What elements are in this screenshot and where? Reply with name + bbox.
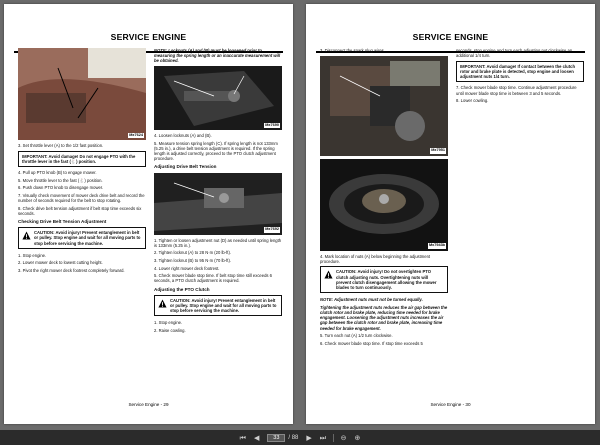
step-text: 1. Stop engine.: [18, 252, 47, 258]
page-header: SERVICE ENGINE: [14, 31, 283, 53]
photo-id: Mx7951: [431, 148, 445, 153]
next-page-icon[interactable]: ▶: [306, 433, 312, 442]
step-text: 7. Visually check movement of mower deck drive belt and record the number of seconds required for the belt to stop rotating.: [18, 192, 145, 203]
step-text: 6. Push down PTO knob to disengage mower.: [18, 185, 104, 191]
left-column-2: [154, 48, 282, 336]
step-text: 4. Loosen locknuts (A) and (B).: [154, 133, 212, 138]
section-heading: Adjusting Drive Belt Tension: [154, 164, 217, 170]
step-text: 4. Lower right mower deck footrest.: [154, 265, 220, 271]
photo-spark-plug: [320, 56, 448, 156]
caution-box: [18, 227, 146, 249]
step-text: 3. Tighten locknut (B) to 95 N·m (70 lb-ft).: [154, 258, 232, 263]
info-text: Tightening the adjustment nuts reduces the air gap between the clutch rotor and brake plate, reducing time needed for brake engagement. Loosening the adjustment nuts increases the air gap between the clutch rotor and brake plate, increasing time needed for brake engagement.: [320, 304, 448, 331]
step-text: 3. Pivot the right mower deck footrest completely forward.: [18, 267, 125, 273]
caution-box: [154, 295, 282, 317]
step-text: 4. Pull up PTO knob (B) to engage mower.: [18, 170, 97, 175]
caution-text: CAUTION: Avoid injury! Prevent entanglement in belt or pulley. Stop engine and wait for all moving parts to stop before servicing the machine.: [34, 230, 141, 246]
photo-locknuts: [154, 66, 282, 130]
step-text: 1. Stop engine.: [154, 320, 183, 326]
section-heading: Checking Drive Belt Tension Adjustment: [18, 218, 107, 224]
photo-id: Mx7624: [129, 132, 143, 137]
right-column-2: [456, 48, 584, 106]
step-text: 2. Raise cowling.: [154, 328, 186, 333]
page-header: SERVICE ENGINE: [316, 31, 585, 53]
step-text: 2. Lower mower deck to lowest cutting height.: [18, 260, 103, 266]
section-heading: Adjusting the PTO Clutch: [154, 286, 210, 292]
left-column-1: [18, 48, 146, 276]
step-text: 3. Disconnect the spark plug wires.: [320, 48, 385, 53]
important-box: IMPORTANT: Avoid damage! Do not engage PTO with the throttle lever in the fast (🐇) position.: [18, 151, 146, 167]
step-text: 4. Mark location of nuts (A) below beginning the adjustment procedure.: [320, 253, 431, 264]
step-text: 1. Tighten or loosen adjustment nut (D) as needed until spring length is 133mm (5.25 in.).: [154, 237, 282, 248]
photo-id: Mx7692: [265, 227, 279, 232]
important-box: IMPORTANT: Avoid damage! If contact between the clutch rotor and brake plate is detected, stop engine and loosen adjustment nuts 1/4 turn.: [456, 61, 584, 83]
step-text: seconds, stop engine and turn each adjusting nut clockwise an additional 1/4 turn.: [456, 48, 573, 59]
step-text: 5. Move throttle lever to the fast (🐇) position.: [18, 177, 103, 183]
toolbar-divider: [333, 434, 334, 442]
prev-page-icon[interactable]: ◀: [253, 433, 260, 442]
photo-throttle: [18, 48, 146, 140]
step-text: 5. Check mower blade stop time. If belt stop time still exceeds 6 seconds, a PTO clutch adjustment is required.: [154, 273, 273, 284]
step-text: 3. Set throttle lever (A) to the 1/2 fast position.: [18, 143, 104, 148]
caution-box: [320, 266, 448, 293]
first-page-icon[interactable]: ⏮: [239, 433, 246, 442]
page-number-input[interactable]: 33: [267, 434, 285, 442]
page-footer: Service Engine - 30: [430, 402, 471, 407]
note-text: NOTE: Locknuts (A) and (B) must be loosened prior to measuring the spring length or an inaccurate measurement will be obtained.: [154, 48, 281, 64]
step-text: 5. Measure tension spring length (C). If spring length is not 133mm (5.25 in.), a drive belt tension adjustment is required. If the spring length is adjusted correctly, proceed to the PTO clutch adjustment procedure.: [154, 140, 278, 162]
step-text: 5. Turn each nut (A) 1/2 turn clockwise.: [320, 333, 393, 339]
step-text: 7. Check mower blade stop time. Continue adjustment procedure until mower blade stop time is between 3 and 5 seconds.: [456, 85, 577, 96]
zoom-in-icon[interactable]: ⊕: [354, 433, 361, 442]
page-indicator: [267, 434, 298, 442]
photo-clutch: [320, 159, 448, 251]
pdf-toolbar: [0, 430, 600, 445]
warning-icon: [22, 231, 31, 240]
photo-adjust-belt: [154, 173, 282, 235]
step-text: 8. Check drive belt tension adjustment if belt stop time exceeds six seconds.: [18, 205, 142, 216]
photo-id: Mx7690: [265, 122, 279, 127]
warning-icon: [324, 270, 333, 279]
warning-icon: [158, 299, 167, 308]
step-text: 6. Check mower blade stop time. If stop time exceeds 5: [320, 340, 423, 346]
page-left: [4, 4, 293, 424]
caution-text: CAUTION: Avoid injury! Prevent entanglement in belt or pulley. Stop engine and wait for all moving parts to stop before servicing the machine.: [170, 297, 277, 314]
page-right: [306, 4, 595, 424]
page-footer: Service Engine - 29: [128, 402, 169, 407]
zoom-out-icon[interactable]: ⊖: [340, 433, 347, 442]
page-total: / 88: [288, 434, 299, 441]
note-text: NOTE: Adjustment nuts must not be turned equally.: [320, 297, 423, 303]
step-text: 2. Tighten locknut (A) to 28 N·m (20 lb-ft).: [154, 250, 232, 256]
caution-text: CAUTION: Avoid injury! Do not overtighten PTO clutch adjusting nuts. Overtightening nuts will prevent clutch disengagement allowing the mower blades to turn continuously.: [336, 269, 437, 290]
last-page-icon[interactable]: ⏭: [319, 433, 327, 442]
right-column-1: [320, 48, 448, 348]
step-text: 8. Lower cowling.: [456, 98, 489, 104]
photo-id: Mx7943b: [428, 243, 445, 248]
